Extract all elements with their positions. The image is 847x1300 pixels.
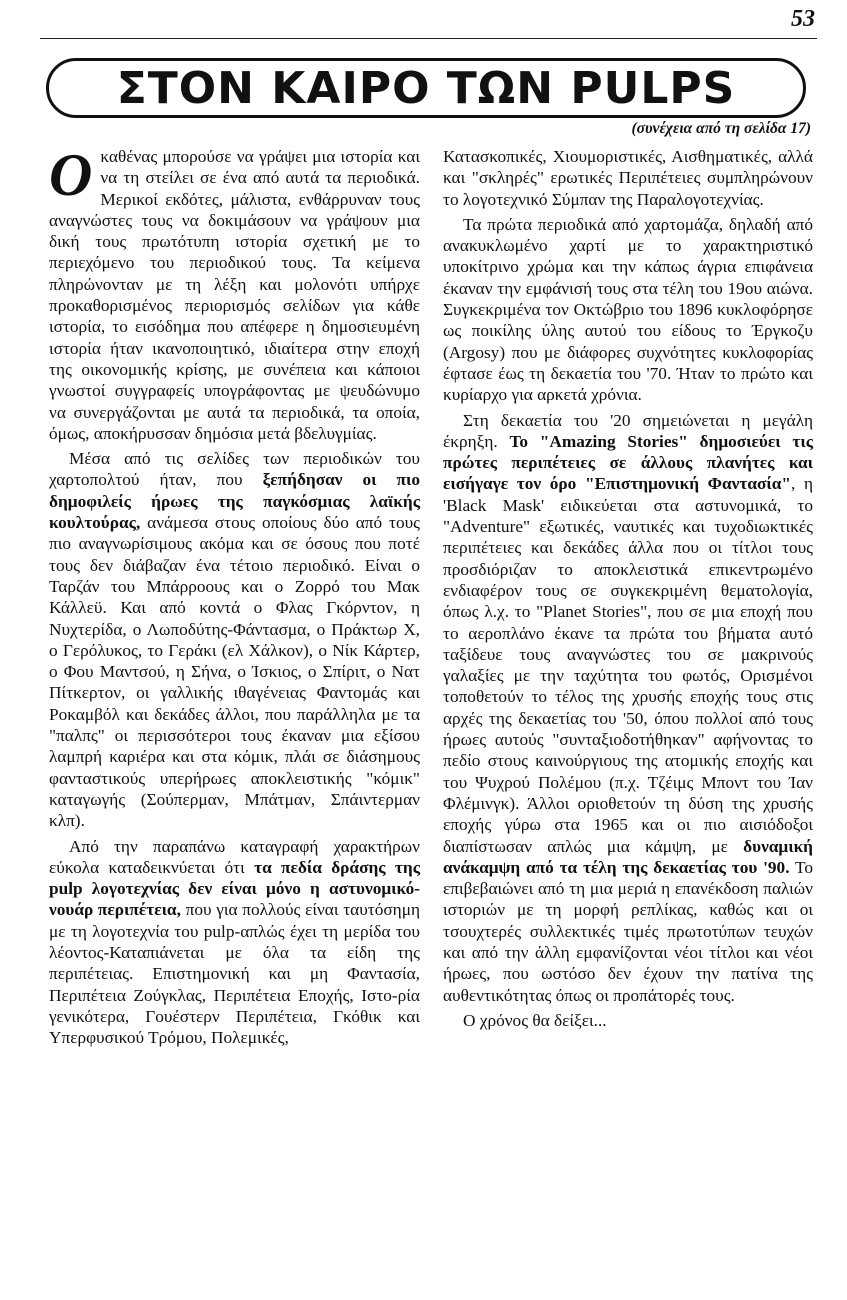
page-number: 53 — [791, 6, 815, 32]
bold-text: Το "Amazing Stories" δημοσιεύει τις πρώτες περιπέτειες σε άλλους πλανήτες και εισήγαγε τον όρο "Επιστημονική Φαντασία" — [443, 431, 813, 494]
paragraph — [443, 410, 813, 1006]
bold-text: δυναμική ανάκαμψη από τα τέλη της δεκαετίας του '90. — [443, 836, 813, 877]
paragraph-text: Το επιβεβαιώνει από τη μια μεριά η επανέκδοση παλιών ιστοριών με τη μορφή ρεπλίκας, καθώς και οι τσουχτερές συλλεκτικές τιμές πρωτοτύπων τευχών και από την άλλη εμφανίζονται νέοι τίτλοι και νέοι ήρωες, που ωστόσο δεν έχουν την πατίνα της αυθεντικότητας όπως οι προπάτορές τους. — [443, 857, 814, 1005]
title-banner — [46, 58, 806, 118]
bold-text: τα πεδία δράσης της pulp λογοτεχνίας δεν είναι μόνο η αστυνομικό-νουάρ περιπέτεια, — [49, 857, 420, 920]
left-column — [49, 142, 421, 1048]
paragraph-text: Στη δεκαετία του '20 σημειώνεται η μεγάλη έκρηξη. — [443, 410, 813, 451]
paragraph: Κατασκοπικές, Χιουμοριστικές, Αισθηματικές, αλλά και "σκληρές" ερωτικές Περιπέτειες συμπληρώνουν το λογοτεχνικό Σύμπαν της Παραλογοτεχνίας. — [443, 147, 813, 209]
paragraph-text: Από την παραπάνω καταγραφή χαρακτήρων εύκολα καταδεικνύεται ότι — [49, 836, 420, 877]
paragraph-text: Μέσα από τις σελίδες των περιοδικών του χαρτοπολτού ήταν, που — [49, 449, 420, 490]
paragraph-text: , η 'Black Mask' ειδικεύεται στα αστυνομικά, το "Adventure" εξωτικές, ναυτικές και τυχοδιωκτικές περιπέτειες και δεκάδες άλλα που οι τίτλοι τους προσδιόριζαν το αποκλειστικά επικεντρωμένο ενδιαφέρον τους σε συγκεκριμένη θεματολογία, όπως λ.χ. το "Planet Stories", που σε μια εποχή που το αεροπλάνο έκανε τα πρώτα του βήματα αυτό ταξίδευε τους αναγνώστες του σε μακρινούς γαλαξίες με την ταχύτητα του φωτός, Ορισμένοι τοποθετούν το τέλος της χρυσής εποχής τους στις αρχές της δεκαετίας του '50, όπου πολλοί από τους ήρωες αυτούς "συνταξιοδοτήθηκαν" αφήνοντας το πεδίο στους καινούργιους της ατομικής εποχής και του Ψυχρού Πολέμου (π.χ. Τζέιμς Μποντ του Ίαν Φλέμινγκ). Άλλοι οριοθετούν τη δύση της χρυσής εποχής γύρω στα 1965 και οι πιο αισιόδοξοι διαπίστωσαν απλώς μια κάμψη, με — [443, 474, 813, 856]
paragraph-text: καθένας μπορούσε να γράψει μια ιστορία και να τη στείλει σε ένα από αυτά τα περιοδικά. Μερικοί εκδότες, μάλιστα, ενθάρρυναν τους αναγνώστες τους να δοκιμάσουν να γράψουν μια δική τους πρωτότυπη ιστορία σχετική με το περιεχόμενο του περιοδικού τους. Τα κείμενα πληρώνονταν με τη λέξη και μολονότι υπήρχε προκαθορισμένος περιορισμός σελίδων για κάθε ιστορία, το εισόδημα που απέφερε η δημοσιευμένη ιστορία ήταν ικανοποιητικό, ιδιαίτερα στην εποχή της οικονομικής κρίσης, με συνέπεια και κάποιοι γνωστοί συγγραφείς υπογράφοντας με ψευδώνυμο να συνεργάζονται με αυτά τα περιοδικά, τα οποία, όμως, αποκήρυσσαν δημόσια μετά βδελυγμίας. — [49, 147, 420, 443]
closing-line: Ο χρόνος θα δείξει... — [463, 1010, 607, 1030]
paragraph-text: ανάμεσα στους οποίους δύο από τους πιο αναγνωρίσιμους ακόμα και σε όσους που ποτέ τους δεν διάβαζαν ένα τέτοιο περιοδικό. Είναι ο Ταρζάν του Μπάρροους και ο Ζορρό του Μακ Κάλλεϋ. Και από κοντά ο Φλας Γκόρντον, η Νυχτερίδα, ο Λωποδύτης-Φάντασμα, ο Πράκτωρ Χ, ο Γερόλυκος, το Γεράκι (ελ Χάλκον), ο Νίκ Κάρτερ, ο Φου Μαντσού, η Σήνα, ο Ίσκιος, ο Σπίριτ, ο Νατ Πίτκερτον, οι γαλλικής ιθαγένειας Φαντομάς και Ροκαμβόλ και δεκάδες άλλοι, που παράλληλα με τα "παλπς" οι περισσότεροι τους έκαναν μια εξίσου λαμπρή καριέρα και στα κόμικ, πλάι σε διάσημους φανταστικούς υπερήρωες αποκλειστικής "κόμικ" καταγωγής (Σούπερμαν, Μπάτμαν, Σπάιντερμαν κλπ). — [49, 513, 420, 831]
paragraph — [49, 448, 420, 831]
paragraph-text: που για πολλούς είναι ταυτόσημη με τη λογοτεχνία του pulp-απλώς έχει τη μερίδα του λέοντος-Καταπιάνεται με όλα τα είδη της περιπέτειας. Επιστημονική και μη Φαντασία, Περιπέτεια Ζούγκλας, Περιπέτεια Εποχής, Ιστο-ρία γενικότερα, Γουέστερν Περιπέτεια, Γκόθικ και Υπερφυσικού Τρόμου, Πολεμικές, — [49, 900, 421, 1048]
paragraph — [49, 142, 420, 444]
drop-cap: Ο — [49, 142, 93, 208]
paragraph: Τα πρώτα περιοδικά από χαρτομάζα, δηλαδή από ανακυκλωμένο χαρτί με το χαρακτηριστικό υποκίτρινο χρώμα και την κάπως άγρια επιφάνεια έκαναν την εμφάνισή τους στα τέλη του 19ου αιώνα. Συγκεκριμένα τον Οκτώβριο του 1896 κυκλοφόρησε ως ποικίλης ύλης αυτού του είδους το Έργκοζυ (Argosy) που με διάφορες συχνότητες κυκλοφορίας έφτασε έως τη δεκαετία του '70. Ήταν το πρώτο και κυρίαρχο για αρκετά χρόνια. — [443, 214, 813, 405]
bold-text: ξεπήδησαν οι πιο δημοφιλείς ήρωες της παγκόσμιας λαϊκής κουλτούρας, — [49, 470, 420, 533]
continuation-note: (συνέχεια από τη σελίδα 17) — [631, 120, 811, 137]
right-column — [443, 146, 813, 1031]
article-title: ΣΤΟΝ ΚΑΙΡΟ ΤΩΝ PULPS — [116, 62, 736, 114]
paragraph — [49, 836, 420, 1049]
header-rule — [40, 38, 817, 39]
